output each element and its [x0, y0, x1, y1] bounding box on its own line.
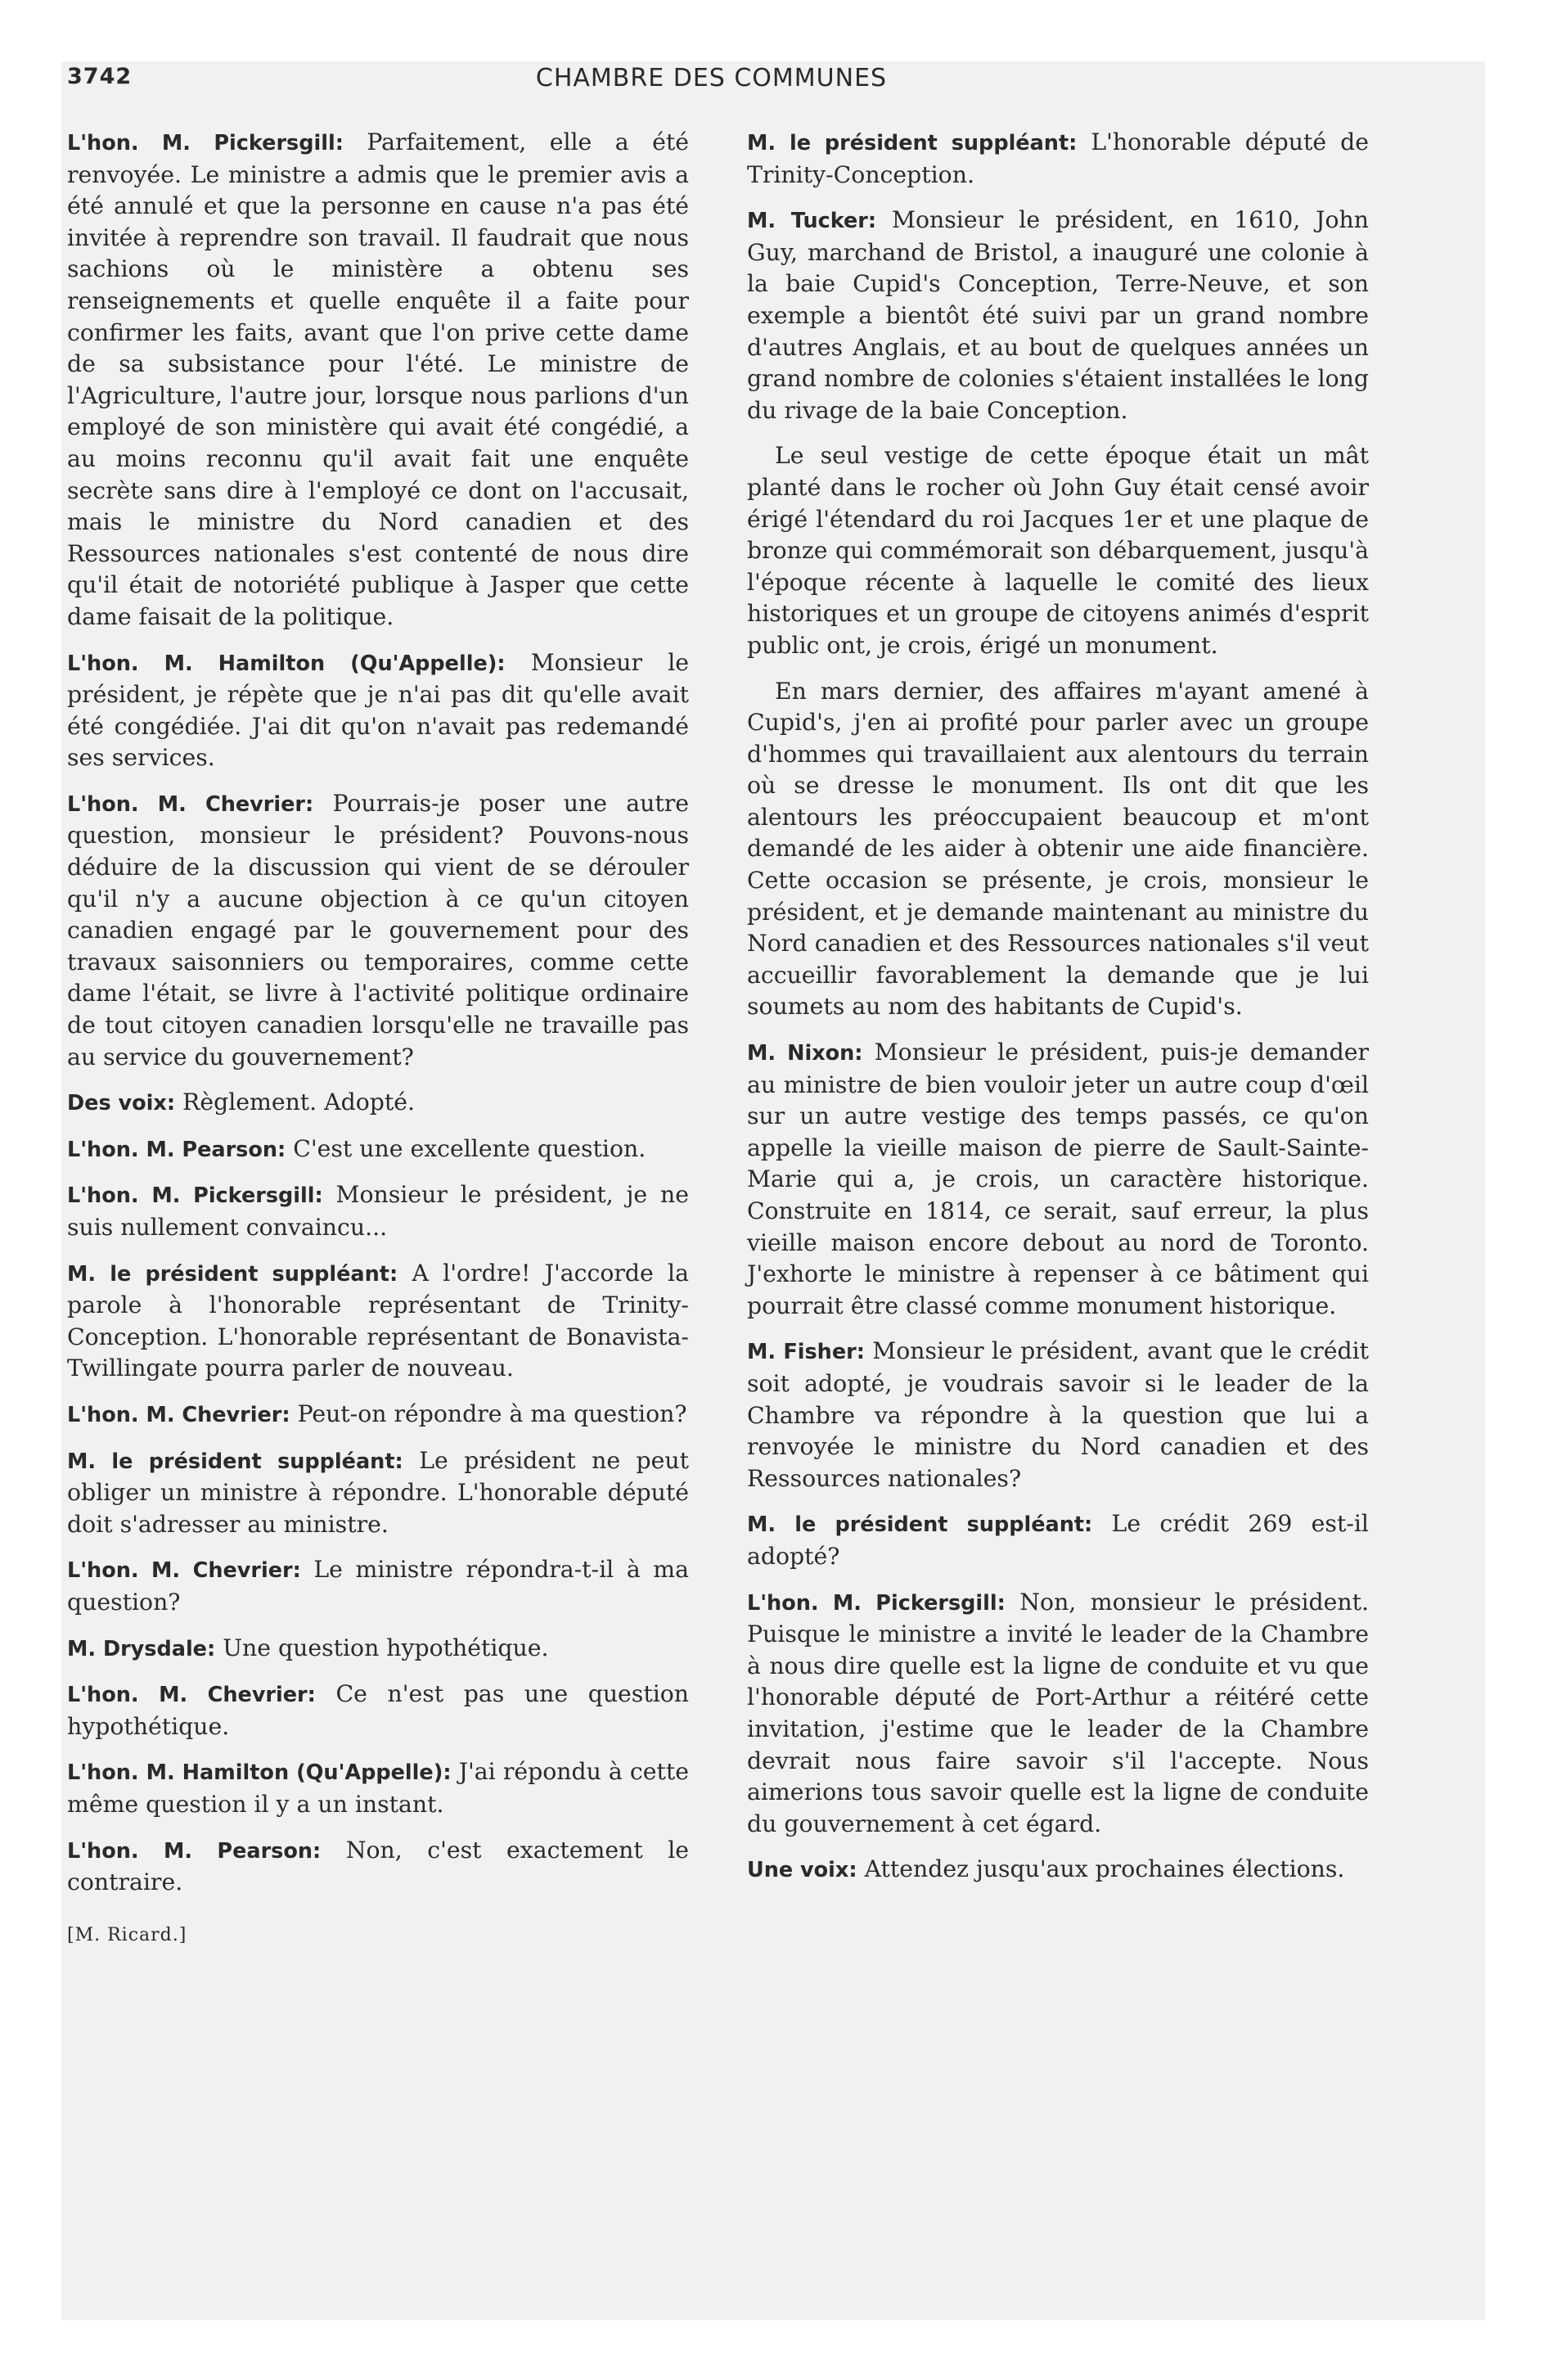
speaker-name: M. Tucker:	[747, 209, 877, 234]
speaker-name: L'hon. M. Pickersgill:	[67, 131, 344, 156]
paragraph	[747, 1508, 1369, 1572]
paragraph	[747, 127, 1369, 191]
left-column	[67, 127, 689, 1951]
paragraph	[67, 1179, 689, 1243]
paragraph-text: Ce n'est pas une question hypothétique.	[67, 1680, 690, 1740]
speaker-name: M. Drysdale:	[67, 1636, 216, 1661]
paragraph-text: A l'ordre! J'accorde la parole à l'honorable représentant de Trinity-Conception. L'honorable représentant de Bonavista-Twillingate pourra parler de nouveau.	[67, 1259, 689, 1382]
paragraph	[67, 1134, 689, 1166]
paragraph	[67, 127, 689, 633]
speaker-name: M. le président suppléant:	[67, 1449, 403, 1474]
paragraph-text: Non, c'est exactement le contraire.	[67, 1836, 690, 1896]
paragraph	[67, 647, 689, 774]
paragraph	[67, 1679, 689, 1742]
paragraph	[67, 1399, 689, 1431]
speaker-name: L'hon. M. Chevrier:	[67, 1402, 290, 1427]
paragraph-text: Parfaitement, elle a été renvoyée. Le ministre a admis que le premier avis a été annulé et que la personne en cause n'a pas été invitée à reprendre son travail. Il faudrait que nous sachions où le ministère a obtenu ses renseignements et quelle enquête il a faite pour confirmer les faits, avant que l'on prive cette dame de sa subsistance pour l'été. Le ministre de l'Agriculture, l'autre jour, lorsque nous parlions d'un employé de son ministère qui avait été congédié, a au moins reconnu qu'il avait fait une enquête secrète sans dire à l'employé ce dont on l'accusait, mais le ministre du Nord canadien et des Ressources nationales s'est contenté de nous dire qu'il était de notoriété publique à Jasper que cette dame faisait de la politique.	[67, 128, 689, 630]
paragraph-text: C'est une excellente question.	[293, 1134, 646, 1162]
speaker-name: M. le président suppléant:	[747, 131, 1078, 156]
page-number: 3742	[67, 64, 133, 89]
paragraph-text: Attendez jusqu'aux prochaines élections.	[864, 1855, 1345, 1883]
paragraph-text: Le ministre répondra-t-il à ma question?	[67, 1556, 689, 1616]
paragraph-text: Le seul vestige de cette époque était un mât planté dans le rocher où John Guy était censé avoir érigé l'étendard du roi Jacques 1er et une plaque de bronze qui commémorait son débarquement, jusqu'à l'époque récente à laquelle le comité des lieux historiques et un groupe de citoyens animés d'esprit public ont, je crois, érigé un monument.	[747, 442, 1369, 659]
paragraph-text: En mars dernier, des affaires m'ayant amené à Cupid's, j'en ai profité pour parler avec un groupe d'hommes qui travaillaient aux alentours du terrain où se dresse le monument. Ils ont dit que les alentours les préoccupaient beaucoup et m'ont demandé de les aider à obtenir une aide financière. Cette occasion se présente, je crois, monsieur le président, et je demande maintenant au ministre du Nord canadien et des Ressources nationales s'il veut accueillir favorablement la demande que je lui soumets au nom des habitants de Cupid's.	[747, 677, 1369, 1021]
speaker-name: Des voix:	[67, 1091, 176, 1116]
speaker-name: L'hon. M. Chevrier:	[67, 791, 314, 817]
paragraph-text: Monsieur le président, je répète que je n'ai pas dit qu'elle avait été congédiée. J'ai dit qu'on n'avait pas redemandé ses services.	[67, 648, 689, 772]
paragraph-text: Monsieur le président, je ne suis nullement convaincu...	[67, 1181, 689, 1241]
paragraph	[747, 676, 1369, 1024]
paragraph	[747, 205, 1369, 426]
footnote: [M. Ricard.]	[67, 1924, 187, 1945]
speaker-name: L'hon. M. Pearson:	[67, 1838, 322, 1864]
paragraph	[67, 1258, 689, 1385]
paragraph	[747, 1854, 1369, 1886]
speaker-name: L'hon. M. Pickersgill:	[747, 1590, 1006, 1616]
paragraph-text: Monsieur le président, avant que le crédit soit adopté, je voudrais savoir si le leader de la Chambre va répondre à la question que lui a renvoyée le ministre du Nord canadien et des Ressources nationales?	[747, 1337, 1369, 1492]
paragraph	[67, 1445, 689, 1541]
paragraph-text: Le crédit 269 est-il adopté?	[747, 1510, 1369, 1570]
speaker-name: M. Nixon:	[747, 1041, 863, 1066]
speaker-name: Une voix:	[747, 1858, 857, 1883]
paragraph-text: Le président ne peut obliger un ministre à répondre. L'honorable député doit s'adresser au ministre.	[67, 1446, 689, 1538]
paragraph	[747, 440, 1369, 661]
speaker-name: L'hon. M. Chevrier:	[67, 1683, 316, 1708]
paragraph-text: Règlement. Adopté.	[182, 1089, 415, 1116]
paragraph	[67, 1087, 689, 1120]
paragraph	[67, 1756, 689, 1820]
speaker-name: M. le président suppléant:	[747, 1512, 1093, 1538]
paragraph	[747, 1587, 1369, 1841]
speaker-name: L'hon. M. Chevrier:	[67, 1558, 301, 1584]
paragraph-text: Pourrais-je poser une autre question, monsieur le président? Pouvons-nous déduire de la discussion qui vient de se dérouler qu'il n'y a aucune objection à ce qu'un citoyen canadien engagé par le gouvernement pour des travaux saisonniers ou temporaires, comme cette dame l'était, se livre à l'activité politique ordinaire de tout citoyen canadien lorsqu'elle ne travaille pas au service du gouvernement?	[67, 789, 689, 1071]
speaker-name: L'hon. M. Pickersgill:	[67, 1183, 323, 1209]
paragraph-text: Non, monsieur le président. Puisque le ministre a invité le leader de la Chambre à nous dire quelle est la ligne de conduite et vu que l'honorable député de Port-Arthur a réitéré cette invitation, j'estime que le leader de la Chambre devrait nous faire savoir s'il l'accepte. Nous aimerions tous savoir quelle est la ligne de conduite du gouvernement à cet égard.	[747, 1588, 1369, 1837]
page-header	[67, 64, 1356, 113]
paragraph-text: L'honorable député de Trinity-Conception.	[747, 128, 1369, 188]
paragraph	[67, 788, 689, 1073]
paragraph	[67, 1554, 689, 1618]
paragraph-text: Monsieur le président, puis-je demander au ministre de bien vouloir jeter un autre coup d'œil sur un autre vestige des temps passés, ce qu'on appelle la vieille maison de pierre de Sault-Sainte-Marie qui a, je crois, un caractère historique. Construite en 1814, ce serait, sauf erreur, la plus vieille maison encore debout au nord de Toronto. J'exhorte le ministre à repenser à ce bâtiment qui pourrait être classé comme monument historique.	[747, 1039, 1370, 1319]
paragraph-text: Monsieur le président, en 1610, John Guy, marchand de Bristol, a inauguré une colonie à la baie Cupid's Conception, Terre-Neuve, et son exemple a bientôt été suivi par un grand nombre d'autres Anglais, et au bout de quelques années un grand nombre de colonies s'étaient installées le long du rivage de la baie Conception.	[747, 206, 1369, 424]
paragraph	[747, 1336, 1369, 1494]
page-title: CHAMBRE DES COMMUNES	[535, 64, 888, 92]
speaker-name: L'hon. M. Hamilton (Qu'Appelle):	[67, 1760, 452, 1786]
paragraph	[747, 1037, 1369, 1322]
speaker-name: L'hon. M. Pearson:	[67, 1137, 286, 1162]
speaker-name: M. Fisher:	[747, 1340, 865, 1365]
paragraph-text: Peut-on répondre à ma question?	[297, 1400, 687, 1427]
paragraph	[67, 1633, 689, 1666]
speaker-name: M. le président suppléant:	[67, 1261, 398, 1287]
paragraph	[67, 1835, 689, 1899]
paragraph-text: J'ai répondu à cette même question il y a un instant.	[67, 1758, 689, 1818]
paragraph-text: Une question hypothétique.	[223, 1634, 549, 1661]
speaker-name: L'hon. M. Hamilton (Qu'Appelle):	[67, 651, 506, 676]
right-column	[747, 127, 1369, 1900]
